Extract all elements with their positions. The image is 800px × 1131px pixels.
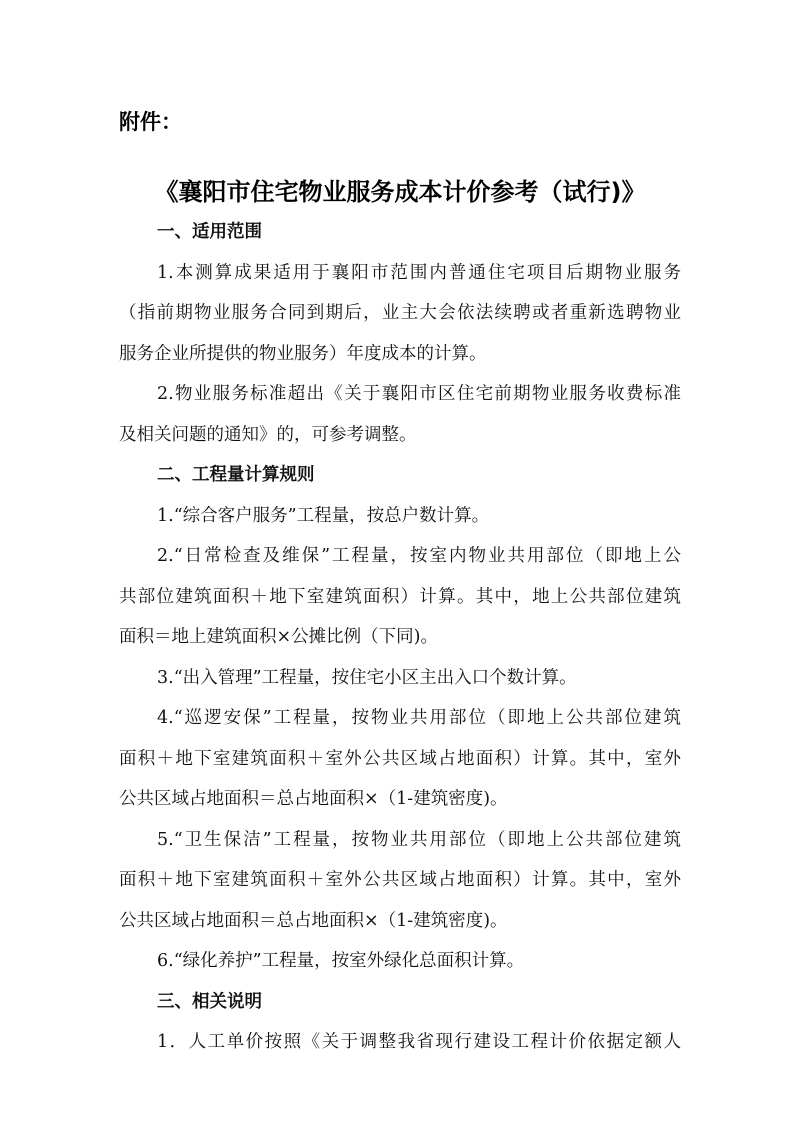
paragraph-line: 3.“出入管理”工程量，按住宅小区主出入口个数计算。 [157,667,577,688]
document-title: 《襄阳市住宅物业服务成本计价参考（试行)》 [154,178,646,206]
paragraph-line: 服务企业所提供的物业服务）年度成本的计算。 [119,343,487,364]
paragraph-line: 1.“综合客户服务”工程量，按总户数计算。 [157,505,490,526]
document-body [119,212,681,1063]
paragraph-line: 面积＋地下室建筑面积＋室外公共区域占地面积）计算。其中，室外 [119,748,681,769]
section-heading: 二、工程量计算规则 [157,465,315,485]
attachment-label: 附件： [119,110,182,134]
paragraph-line: 公共区域占地面积＝总占地面积×（1-建筑密度)。 [119,910,508,931]
paragraph-line: 面积＝地上建筑面积×公摊比例（下同)。 [119,627,438,647]
paragraph-line: 面积＋地下室建筑面积＋室外公共区域占地面积）计算。其中，室外 [119,870,681,890]
paragraph-line: （指前期物业服务合同到期后，业主大会依法续聘或者重新选聘物业 [119,303,681,323]
paragraph-line: 及相关问题的通知》的，可参考调整。 [119,424,417,445]
paragraph-line: 6.“绿化养护”工程量，按室外绿化总面积计算。 [157,951,525,971]
paragraph-line: 1.本测算成果适用于襄阳市范围内普通住宅项目后期物业服务 [157,262,681,283]
paragraph-line: 4.“巡逻安保”工程量，按物业共用部位（即地上公共部位建筑 [157,708,681,728]
paragraph-line: 2.物业服务标准超出《关于襄阳市区住宅前期物业服务收费标准 [157,384,681,404]
paragraph-line: 5.“卫生保洁”工程量，按物业共用部位（即地上公共部位建筑 [157,829,681,850]
paragraph-line: 公共区域占地面积＝总占地面积×（1-建筑密度)。 [119,789,508,809]
section-heading: 一、适用范围 [157,222,262,242]
paragraph-line: 2.“日常检查及维保”工程量，按室内物业共用部位（即地上公 [157,546,681,566]
paragraph-line: 共部位建筑面积＋地下室建筑面积）计算。其中，地上公共部位建筑 [119,586,681,607]
paragraph-line: 1．人工单价按照《关于调整我省现行建设工程计价依据定额人 [157,1032,681,1052]
section-heading: 三、相关说明 [157,991,262,1012]
